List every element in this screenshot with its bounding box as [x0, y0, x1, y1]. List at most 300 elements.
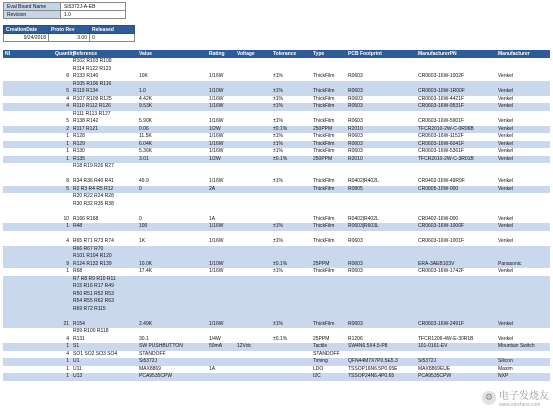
- rating-cell[interactable]: 1/16W: [209, 320, 224, 327]
- manufacturer-pn-cell[interactable]: CR0603-10W-1R00F: [418, 88, 465, 94]
- value-cell[interactable]: 17.4K: [139, 268, 153, 274]
- tolerance-cell[interactable]: ±1%: [273, 133, 283, 139]
- reference-cell[interactable]: R166 R168: [73, 215, 99, 222]
- value-cell[interactable]: 10.0K: [139, 260, 153, 267]
- manufacturer-pn-cell[interactable]: TFCR2010-2W-C-0R06B: [418, 125, 474, 132]
- voltage-cell[interactable]: [235, 261, 271, 269]
- rating-cell[interactable]: 1/10W: [209, 88, 224, 94]
- pcb-footprint-cell[interactable]: TSSOP24N6.4P0.65: [348, 373, 395, 379]
- voltage-cell[interactable]: [235, 358, 271, 366]
- ni-cell[interactable]: [3, 373, 53, 381]
- value-cell[interactable]: 1.0: [139, 88, 146, 94]
- table-row[interactable]: [3, 156, 550, 164]
- voltage-cell[interactable]: 12Vdc: [237, 343, 252, 349]
- manufacturer-pn-cell[interactable]: 101-0161-EV: [418, 343, 448, 349]
- voltage-cell[interactable]: [235, 133, 271, 141]
- table-row[interactable]: [3, 81, 550, 96]
- tolerance-cell[interactable]: ±0.1%: [273, 335, 288, 342]
- table-row[interactable]: [3, 366, 550, 374]
- voltage-cell[interactable]: [235, 321, 271, 329]
- type-cell[interactable]: ThickFilm: [313, 185, 335, 192]
- type-cell[interactable]: I2C: [313, 373, 321, 379]
- table-row[interactable]: [3, 141, 550, 149]
- pcb-footprint-cell[interactable]: R0402|R402L: [348, 215, 379, 222]
- reference-cell[interactable]: R117 R121: [73, 125, 98, 132]
- row-values: [3, 358, 550, 366]
- manufacturer-cell[interactable]: Venkel: [498, 88, 514, 94]
- reference-cell[interactable]: R68: [73, 268, 83, 274]
- released-cell[interactable]: 0: [90, 34, 135, 42]
- manufacturer-cell[interactable]: Venkel: [498, 320, 514, 327]
- ni-cell[interactable]: [3, 156, 53, 164]
- manufacturer-pn-cell[interactable]: CR0603-16W-5361F: [418, 148, 465, 154]
- pcb-footprint-cell[interactable]: R0603: [348, 148, 363, 154]
- reference-cell[interactable]: R138 R142: [73, 118, 99, 124]
- value-cell[interactable]: Si5372J: [139, 358, 158, 364]
- value-cell[interactable]: 100: [139, 223, 148, 229]
- table-row[interactable]: [3, 193, 550, 223]
- manufacturer-cell[interactable]: Venkel: [498, 133, 514, 139]
- quantity-cell[interactable]: 1: [66, 155, 69, 162]
- table-row[interactable]: [3, 133, 550, 141]
- rating-cell[interactable]: 1A: [209, 365, 216, 372]
- tolerance-cell[interactable]: ±1%: [273, 103, 283, 109]
- pcb-footprint-cell[interactable]: R0603|R603L: [348, 223, 379, 229]
- rating-cell[interactable]: 1A: [209, 215, 216, 222]
- reference-cell[interactable]: U1: [73, 358, 80, 364]
- manufacturer-pn-cell[interactable]: [416, 351, 496, 359]
- quantity-cell[interactable]: 9: [66, 260, 69, 267]
- rating-cell[interactable]: 1/16W: [209, 140, 224, 147]
- manufacturer-cell[interactable]: [496, 351, 550, 359]
- value-cell[interactable]: MAX8869: [139, 365, 161, 372]
- table-row[interactable]: [3, 343, 550, 351]
- manufacturer-pn-cell[interactable]: Si5372J: [418, 358, 437, 364]
- quantity-cell[interactable]: 1: [66, 148, 69, 154]
- ni-cell[interactable]: [3, 343, 53, 351]
- pcb-footprint-cell[interactable]: R0603: [348, 268, 363, 274]
- quantity-cell[interactable]: 8: [66, 73, 69, 79]
- voltage-cell[interactable]: [235, 223, 271, 231]
- type-cell[interactable]: 25PPM: [313, 260, 330, 267]
- pcb-footprint-cell[interactable]: [346, 351, 416, 359]
- rating-cell[interactable]: 1/16W: [209, 223, 224, 229]
- manufacturer-cell[interactable]: Silicon: [498, 358, 513, 364]
- reference-cell[interactable]: R110 R112 R126: [73, 103, 111, 109]
- tolerance-cell[interactable]: ±1%: [273, 140, 283, 147]
- pcb-footprint-cell[interactable]: R0603: [348, 118, 363, 124]
- manufacturer-pn-cell[interactable]: CR0603-16W-9531F: [418, 103, 465, 109]
- type-cell[interactable]: ThickFilm: [313, 88, 335, 94]
- rating-cell[interactable]: 1/2W: [209, 125, 221, 132]
- reference-cell[interactable]: R135: [73, 155, 85, 162]
- pcb-footprint-cell[interactable]: R0603: [348, 133, 363, 139]
- value-cell[interactable]: 10K: [139, 73, 148, 79]
- type-cell[interactable]: ThickFilm: [313, 223, 335, 229]
- manufacturer-pn-cell[interactable]: CR0402-16W-000: [418, 215, 459, 222]
- table-row[interactable]: [3, 246, 550, 269]
- manufacturer-cell[interactable]: Venkel: [498, 178, 514, 184]
- value-cell[interactable]: 2.49K: [139, 320, 153, 327]
- manufacturer-pn-cell[interactable]: CR0603-16W-2491F: [418, 320, 465, 327]
- value-cell[interactable]: 5.36K: [139, 148, 153, 154]
- table-row[interactable]: [3, 351, 550, 359]
- voltage-cell[interactable]: [235, 148, 271, 156]
- table-row[interactable]: [3, 163, 550, 186]
- rating-cell[interactable]: 50mA: [209, 343, 223, 349]
- ni-cell[interactable]: [3, 96, 53, 104]
- value-cell[interactable]: 1K: [139, 238, 146, 244]
- table-row[interactable]: [3, 58, 550, 81]
- manufacturer-cell[interactable]: Venkel: [498, 238, 514, 244]
- type-cell[interactable]: Tactile: [313, 343, 328, 349]
- voltage-cell[interactable]: [235, 156, 271, 164]
- manufacturer-pn-cell[interactable]: CR0603-16W-5901F: [418, 118, 465, 124]
- table-row[interactable]: [3, 126, 550, 134]
- manufacturer-cell[interactable]: Venkel: [498, 268, 514, 274]
- ni-cell[interactable]: [3, 216, 53, 224]
- manufacturer-cell[interactable]: Venkel: [498, 155, 514, 162]
- voltage-cell[interactable]: [235, 373, 271, 381]
- manufacturer-cell[interactable]: Venkel: [498, 215, 514, 222]
- type-cell[interactable]: Timing: [313, 358, 328, 364]
- pcb-footprint-cell[interactable]: R0603: [348, 95, 363, 102]
- reference-cell[interactable]: R131: [73, 335, 85, 342]
- quantity-cell[interactable]: 4: [66, 95, 69, 102]
- voltage-cell[interactable]: [235, 268, 271, 276]
- pcb-footprint-cell[interactable]: R1206: [348, 335, 363, 342]
- reference-cell[interactable]: R130: [73, 148, 85, 154]
- rating-cell[interactable]: 1/10W: [209, 260, 224, 267]
- voltage-cell[interactable]: [235, 216, 271, 224]
- pcb-footprint-cell[interactable]: R2010: [348, 155, 363, 162]
- value-cell[interactable]: 3.01: [139, 155, 149, 162]
- manufacturer-cell[interactable]: NXP: [498, 373, 509, 379]
- manufacturer-cell[interactable]: Venkel: [498, 148, 514, 154]
- pcb-footprint-cell[interactable]: R0603: [348, 73, 363, 79]
- quantity-cell[interactable]: 10: [63, 215, 69, 222]
- voltage-cell[interactable]: [235, 141, 271, 149]
- ni-cell[interactable]: [3, 366, 53, 374]
- type-cell[interactable]: ThickFilm: [313, 118, 335, 124]
- manufacturer-pn-cell[interactable]: CR0402-16W-49R9F: [418, 178, 465, 184]
- pcb-footprint-cell[interactable]: QFN44M7X7P0.5E5.3: [348, 358, 398, 364]
- tolerance-cell[interactable]: [271, 351, 311, 359]
- rating-cell[interactable]: 1/16W: [209, 238, 224, 244]
- ni-cell[interactable]: [3, 358, 53, 366]
- pcb-footprint-cell[interactable]: R0603: [348, 88, 363, 94]
- pcb-footprint-cell[interactable]: R2010: [348, 125, 363, 132]
- reference-cell[interactable]: U13: [73, 373, 83, 379]
- tolerance-cell[interactable]: [271, 343, 311, 351]
- quantity-cell[interactable]: 5: [66, 118, 69, 124]
- table-row[interactable]: [3, 186, 550, 194]
- manufacturer-cell[interactable]: Venkel: [498, 185, 514, 192]
- type-cell[interactable]: STANDOFF: [313, 350, 340, 357]
- pcb-footprint-cell[interactable]: R0603: [348, 238, 363, 244]
- type-cell[interactable]: 25PPM: [313, 335, 330, 342]
- rating-cell[interactable]: [207, 351, 235, 359]
- reference-cell[interactable]: R2 R3 R4 R5 R12: [73, 185, 114, 192]
- row-values: [3, 88, 550, 96]
- rating-cell[interactable]: 1/2W: [209, 155, 221, 162]
- pcb-footprint-cell[interactable]: R0603: [348, 140, 363, 147]
- tolerance-cell[interactable]: [271, 373, 311, 381]
- pcb-footprint-header: PCB Footprint: [348, 51, 382, 57]
- voltage-cell[interactable]: [235, 88, 271, 96]
- tolerance-cell[interactable]: ±1%: [273, 118, 283, 124]
- manufacturer-pn-cell[interactable]: PCA9535CPW: [418, 373, 452, 379]
- manufacturer-pn-cell[interactable]: ERA-3AEB103V: [418, 260, 455, 267]
- quantity-cell[interactable]: 4: [66, 335, 69, 342]
- value-cell[interactable]: 30.1: [139, 335, 149, 342]
- pcb-footprint-cell[interactable]: R0603: [348, 260, 363, 267]
- table-row[interactable]: [3, 96, 550, 104]
- manufacturer-cell[interactable]: Venkel: [498, 335, 514, 342]
- table-row[interactable]: [3, 358, 550, 366]
- manufacturer-cell[interactable]: Venkel: [498, 140, 514, 147]
- value-cell[interactable]: 5.90K: [139, 118, 153, 124]
- rating-cell[interactable]: 2A: [209, 185, 216, 192]
- table-row[interactable]: [3, 276, 550, 329]
- quantity-cell[interactable]: 4: [66, 103, 69, 109]
- voltage-cell[interactable]: [235, 238, 271, 246]
- quantity-cell[interactable]: 21: [63, 320, 69, 327]
- type-cell[interactable]: ThickFilm: [313, 140, 335, 147]
- reference-cell[interactable]: S1: [73, 343, 80, 349]
- ni-cell[interactable]: [3, 133, 53, 141]
- reference-cell[interactable]: U11: [73, 365, 82, 372]
- voltage-cell[interactable]: [235, 186, 271, 194]
- manufacturer-pn-cell[interactable]: CR0603-16W-1152F: [418, 133, 464, 139]
- type-cell[interactable]: ThickFilm: [313, 133, 335, 139]
- table-row[interactable]: [3, 373, 550, 381]
- type-cell[interactable]: 250PPM: [313, 125, 333, 132]
- proto-rev-cell[interactable]: 3.00: [49, 34, 90, 42]
- quantity-cell[interactable]: 5: [66, 185, 69, 192]
- reference-cell[interactable]: R34 R36 R40 R41: [73, 178, 114, 184]
- voltage-cell[interactable]: [235, 351, 271, 359]
- quantity-cell[interactable]: 1: [66, 268, 69, 274]
- ni-cell[interactable]: [3, 336, 53, 344]
- value-cell[interactable]: SW PUSHBUTTON: [139, 343, 183, 349]
- manufacturer-pn-cell[interactable]: MAX8869EUE: [418, 365, 451, 372]
- manufacturer-cell[interactable]: Venkel: [498, 118, 514, 124]
- reference-cell[interactable]: R154: [73, 320, 85, 327]
- manufacturer-cell[interactable]: Panasonic: [498, 260, 522, 267]
- reference-cell[interactable]: R119 R134: [73, 88, 98, 94]
- manufacturer-pn-cell[interactable]: CR0805-10W-000: [418, 185, 459, 192]
- manufacturer-pn-cell[interactable]: CR0603-16W-6041F: [418, 140, 465, 147]
- value-cell[interactable]: 6.04K: [139, 140, 153, 147]
- quantity-cell[interactable]: 1: [66, 140, 69, 147]
- manufacturer-pn-cell[interactable]: TFCR2010-2W-C-3R01B: [418, 155, 474, 162]
- type-cell[interactable]: ThickFilm: [313, 103, 335, 109]
- ni-cell[interactable]: [3, 261, 53, 269]
- tolerance-cell[interactable]: [271, 216, 311, 224]
- row-values: [3, 268, 550, 276]
- quantity-cell[interactable]: 1: [66, 343, 69, 349]
- manufacturer-pn-cell[interactable]: CR0603-16W-4421F: [418, 95, 465, 102]
- ni-cell[interactable]: [3, 103, 53, 111]
- reference-cell[interactable]: R65 R71 R73 R74: [73, 238, 114, 244]
- rating-cell[interactable]: 1/16W: [209, 178, 224, 184]
- pcb-footprint-cell[interactable]: R0805: [348, 185, 363, 192]
- manufacturer-cell[interactable]: Venkel: [498, 125, 514, 132]
- quantity-cell[interactable]: 1: [66, 133, 69, 139]
- rating-cell[interactable]: 1/16W: [209, 148, 224, 154]
- type-cell[interactable]: ThickFilm: [313, 320, 335, 327]
- manufacturer-pn-cell[interactable]: CR0603-16W-1002F: [418, 73, 465, 79]
- quantity-cell[interactable]: 4: [66, 350, 69, 357]
- manufacturer-cell[interactable]: Mountain Switch: [498, 343, 535, 349]
- manufacturer-pn-cell[interactable]: TFCR1206-4W-E-30R1B: [418, 335, 474, 342]
- table-row[interactable]: [3, 111, 550, 126]
- ni-cell[interactable]: [3, 126, 53, 134]
- ni-cell[interactable]: [3, 73, 53, 81]
- type-cell[interactable]: ThickFilm: [313, 148, 335, 154]
- value-cell[interactable]: 4.42K: [139, 95, 153, 102]
- rating-cell[interactable]: 1/16W: [209, 118, 224, 124]
- reference-cell[interactable]: R129: [73, 140, 85, 147]
- value-cell[interactable]: 0: [139, 185, 142, 192]
- tolerance-cell[interactable]: ±1%: [273, 238, 283, 244]
- quantity-cell[interactable]: 5: [66, 88, 69, 94]
- voltage-cell[interactable]: [235, 96, 271, 104]
- manufacturer-cell[interactable]: Venkel: [498, 103, 514, 109]
- tolerance-cell[interactable]: ±0.1%: [273, 260, 288, 267]
- voltage-cell[interactable]: [235, 118, 271, 126]
- rating-cell[interactable]: 1/16W: [209, 103, 224, 109]
- ni-cell[interactable]: [3, 351, 53, 359]
- ni-cell[interactable]: [3, 321, 53, 329]
- tolerance-cell[interactable]: [271, 366, 311, 374]
- pcb-footprint-cell[interactable]: TSSOP16N6.5P0.65E: [348, 365, 398, 372]
- type-cell[interactable]: 250PPM: [313, 155, 333, 162]
- row-values: [3, 366, 550, 374]
- value-cell[interactable]: 0: [139, 215, 142, 222]
- tolerance-cell[interactable]: ±1%: [273, 320, 283, 327]
- tolerance-cell[interactable]: ±1%: [273, 95, 283, 102]
- voltage-cell[interactable]: [235, 103, 271, 111]
- reference-cell[interactable]: R133 R140: [73, 73, 99, 79]
- tolerance-cell[interactable]: [271, 186, 311, 194]
- ni-cell[interactable]: [3, 178, 53, 186]
- rating-cell[interactable]: [207, 358, 235, 366]
- ni-cell[interactable]: [3, 118, 53, 126]
- table-row[interactable]: [3, 223, 550, 231]
- rating-cell[interactable]: [207, 373, 235, 381]
- quantity-cell[interactable]: 2: [66, 125, 69, 132]
- creation-date-cell[interactable]: 9/24/2018: [4, 34, 49, 42]
- value-cell[interactable]: 9.53K: [139, 103, 153, 109]
- eval-board-value[interactable]: Si5372J-A-EB: [61, 3, 126, 11]
- pcb-footprint-cell[interactable]: SW4N6.5X4.5-P8: [348, 343, 388, 349]
- tolerance-cell[interactable]: ±0.1%: [273, 155, 288, 162]
- table-row[interactable]: [3, 268, 550, 276]
- voltage-cell[interactable]: [235, 126, 271, 134]
- quantity-cell[interactable]: 1: [66, 365, 69, 372]
- tolerance-cell[interactable]: ±1%: [273, 178, 283, 184]
- tolerance-cell[interactable]: ±1%: [273, 148, 283, 154]
- pcb-footprint-cell[interactable]: R0603: [348, 320, 363, 327]
- ni-cell[interactable]: [3, 268, 53, 276]
- quantity-cell[interactable]: 4: [66, 238, 69, 244]
- manufacturer-cell[interactable]: Venkel: [498, 223, 514, 229]
- ni-cell[interactable]: [3, 238, 53, 246]
- manufacturer-cell[interactable]: Maxim: [498, 365, 513, 372]
- pcb-footprint-cell[interactable]: R0603: [348, 103, 363, 109]
- table-row[interactable]: [3, 231, 550, 246]
- tolerance-cell[interactable]: ±1%: [273, 223, 283, 229]
- quantity-cell[interactable]: 1: [66, 223, 69, 229]
- type-cell[interactable]: ThickFilm: [313, 268, 335, 274]
- manufacturer-pn-cell[interactable]: CR0603-16W-1001F: [418, 238, 465, 244]
- type-cell[interactable]: ThickFilm: [313, 215, 335, 222]
- rating-cell[interactable]: 1/16W: [209, 268, 224, 274]
- manufacturer-pn-cell[interactable]: CR0603-16W-1742F: [418, 268, 465, 274]
- tolerance-cell[interactable]: ±1%: [273, 268, 283, 274]
- voltage-cell[interactable]: [235, 178, 271, 186]
- table-row[interactable]: [3, 148, 550, 156]
- ni-cell[interactable]: [3, 223, 53, 231]
- value-cell[interactable]: STANDOFF: [139, 350, 166, 357]
- reference-cell[interactable]: SO1 SO2 SO3 SO4: [73, 350, 118, 357]
- type-cell[interactable]: ThickFilm: [313, 73, 335, 79]
- type-cell[interactable]: ThickFilm: [313, 95, 335, 102]
- value-cell[interactable]: PCA9535CPW: [139, 373, 173, 379]
- ni-cell[interactable]: [3, 141, 53, 149]
- table-row[interactable]: [3, 103, 550, 111]
- pcb-footprint-cell[interactable]: R0402|R402L: [348, 178, 379, 184]
- rating-cell[interactable]: 1/16W: [209, 73, 224, 79]
- type-cell[interactable]: LDO: [313, 365, 324, 372]
- value-cell[interactable]: 11.5K: [139, 133, 152, 139]
- reference-cell[interactable]: R107 R109 R125: [73, 95, 112, 102]
- reference-cell[interactable]: R48: [73, 223, 83, 229]
- type-cell[interactable]: ThickFilm: [313, 238, 335, 244]
- rating-cell[interactable]: 1/16W: [209, 133, 224, 139]
- voltage-cell[interactable]: [235, 73, 271, 81]
- reference-cell[interactable]: R128: [73, 133, 85, 139]
- voltage-cell[interactable]: [235, 336, 271, 344]
- type-cell[interactable]: ThickFilm: [313, 178, 335, 184]
- ni-cell[interactable]: [3, 186, 53, 194]
- rating-cell[interactable]: 1/16W: [209, 95, 224, 102]
- rating-cell[interactable]: 1/4W: [209, 335, 221, 342]
- voltage-cell[interactable]: [235, 366, 271, 374]
- tolerance-cell[interactable]: ±1%: [273, 88, 283, 94]
- manufacturer-cell[interactable]: Venkel: [498, 73, 514, 79]
- reference-line: R20 R22 R24 R28: [73, 193, 114, 199]
- tolerance-cell[interactable]: ±1%: [273, 73, 283, 79]
- value-cell[interactable]: 49.9: [139, 178, 149, 184]
- tolerance-cell[interactable]: ±0.1%: [273, 125, 288, 132]
- quantity-cell[interactable]: 8: [66, 178, 69, 184]
- revision-value[interactable]: 1.0: [61, 11, 126, 19]
- reference-cell[interactable]: R124 R132 R139: [73, 260, 112, 267]
- ni-cell[interactable]: [3, 148, 53, 156]
- quantity-cell[interactable]: 1: [66, 358, 69, 364]
- ni-cell[interactable]: [3, 88, 53, 96]
- table-row[interactable]: [3, 328, 550, 343]
- manufacturer-pn-cell[interactable]: CR0603-16W-1000F: [418, 223, 465, 229]
- reference-line: R101 R104 R120: [73, 253, 112, 259]
- manufacturer-cell[interactable]: Venkel: [498, 95, 514, 102]
- quantity-cell[interactable]: 1: [66, 373, 69, 379]
- tolerance-cell[interactable]: [271, 358, 311, 366]
- value-cell[interactable]: 0.06: [139, 125, 149, 132]
